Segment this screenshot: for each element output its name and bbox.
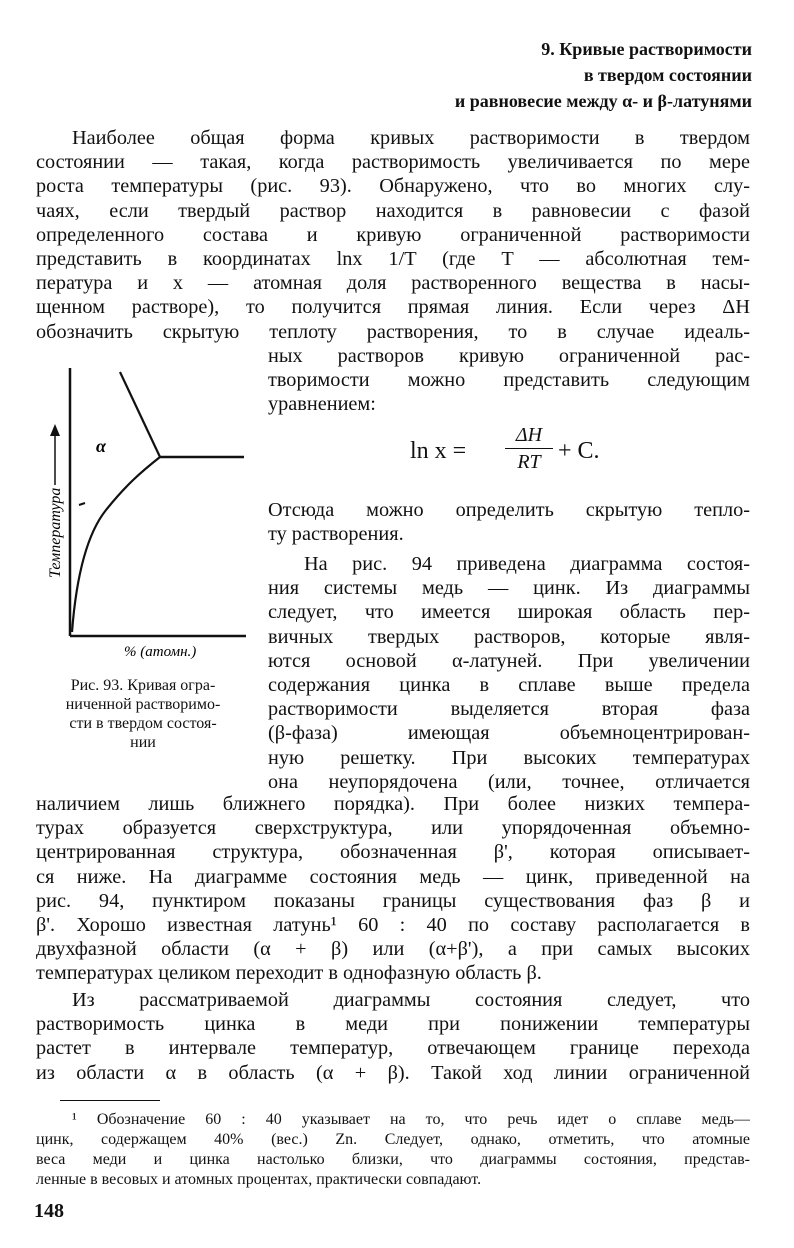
arrow-up-icon bbox=[50, 424, 60, 436]
solubility-curve bbox=[72, 457, 160, 632]
text-line: содержания цинка в сплаве выше предела bbox=[268, 674, 750, 697]
footnote-line: веса меди и цинка настолько близки, что диаграммы состояния, представ- bbox=[36, 1151, 750, 1168]
text-line: центрированная структура, обозначенная β', которая описывает- bbox=[36, 841, 750, 864]
equation-lhs: ln x = bbox=[410, 438, 467, 464]
footnote-line: ленные в весовых и атомных процентах, практически совпадают. bbox=[36, 1171, 482, 1188]
text-line: турах образуется сверхструктура, или упорядоченная объемно- bbox=[36, 817, 750, 840]
text-line: (β-фаза) имеющая объемноцентрирован- bbox=[268, 722, 750, 745]
caption-line: Рис. 93. Кривая огра- bbox=[70, 677, 216, 694]
paragraph-3-continued bbox=[36, 792, 750, 986]
text-line: Из рассматриваемой диаграммы состояния следует, что bbox=[72, 989, 750, 1011]
text-line: щенном растворе), то получится прямая линия. Если через ΔH bbox=[36, 296, 750, 319]
footnote bbox=[36, 1110, 750, 1190]
paragraph-2 bbox=[268, 498, 750, 546]
text-line: наличием лишь ближнего порядка). При более низких темпера- bbox=[36, 793, 750, 815]
text-line: вичных твердых растворов, которые явля- bbox=[268, 625, 750, 648]
paragraph-1-continued bbox=[268, 344, 750, 417]
text-line: роста температуры (рис. 93). Обнаружено, что во многих слу- bbox=[36, 175, 750, 198]
y-axis-label: Температура bbox=[47, 487, 64, 578]
text-line: пература и x — атомная доля растворенного вещества в насы- bbox=[36, 272, 750, 295]
caption-line: нии bbox=[130, 734, 156, 751]
text-line: творимости можно представить следующим bbox=[268, 369, 750, 392]
text-line: β'. Хорошо известная латунь¹ 60 : 40 по составу располагается в bbox=[36, 914, 750, 937]
page-number: 148 bbox=[34, 1200, 64, 1222]
figure-caption bbox=[30, 676, 256, 752]
equation-rhs: + C. bbox=[558, 438, 600, 464]
text-line: из области α в область (α + β). Такой ход линии ограниченной bbox=[36, 1061, 750, 1084]
text-line: двухфазной области (α + β) или (α+β'), а при самых высоких bbox=[36, 938, 750, 961]
text-line: она неупорядочена (или, точнее, отличается bbox=[268, 770, 750, 793]
text-line: определенного состава и кривую ограниченной растворимости bbox=[36, 223, 750, 246]
text-line: температурах целиком переходит в однофазную область β. bbox=[36, 962, 542, 985]
text-line: Наиболее общая форма кривых растворимости в твердом bbox=[72, 127, 750, 149]
text-line: ту растворения. bbox=[268, 523, 404, 546]
footnote-line: цинк, содержащем 40% (вес.) Zn. Следует, однако, отметить, что атомные bbox=[36, 1131, 750, 1148]
text-line: растворимости выделяется вторая фаза bbox=[268, 698, 750, 721]
text-line: чаях, если твердый раствор находится в равновесии с фазой bbox=[36, 199, 750, 222]
heading-line: и равновесие между α- и β-латунями bbox=[454, 91, 752, 111]
equation-denominator: RT bbox=[517, 451, 541, 473]
curve-tick bbox=[79, 503, 85, 505]
text-line: ных растворов кривую ограниченной рас- bbox=[268, 345, 750, 367]
equation-numerator: ΔH bbox=[505, 424, 553, 449]
text-line: растворимость цинка в меди при понижении температуры bbox=[36, 1013, 750, 1036]
footnote-line: ¹ Обозначение 60 : 40 указывает на то, что речь идет о сплаве медь— bbox=[72, 1111, 750, 1128]
heading-line: в твердом состоянии bbox=[583, 65, 752, 85]
heading-line: 9. Кривые растворимости bbox=[541, 39, 752, 59]
paragraph-3 bbox=[268, 552, 750, 794]
paragraph-1 bbox=[36, 126, 750, 344]
text-line: рис. 94, пунктиром показаны границы существования фаз β и bbox=[36, 889, 750, 912]
text-line: представить в координатах lnx 1/T (где T — абсолютная тем- bbox=[36, 248, 750, 271]
text-line: ную решетку. При высоких температурах bbox=[268, 746, 750, 769]
section-heading bbox=[455, 36, 752, 114]
text-line: следует, что имеется широкая область пер- bbox=[268, 601, 750, 624]
text-line: состоянии — такая, когда растворимость увеличивается по мере bbox=[36, 151, 750, 174]
caption-line: сти в твердом состоя- bbox=[69, 715, 217, 732]
text-line: На рис. 94 приведена диаграмма состоя- bbox=[304, 553, 750, 575]
text-line: Отсюда можно определить скрытую тепло- bbox=[268, 499, 750, 521]
text-line: уравнением: bbox=[268, 393, 376, 416]
region-label-alpha: α bbox=[96, 436, 106, 456]
caption-line: ниченной растворимо- bbox=[65, 696, 221, 713]
paragraph-4 bbox=[36, 988, 750, 1085]
solubility-curve-figure bbox=[36, 360, 256, 660]
text-line: растет в интервале температур, отвечающем границе перехода bbox=[36, 1037, 750, 1060]
footnote-divider bbox=[60, 1100, 160, 1101]
text-line: обозначить скрытую теплоту растворения, то в случае идеаль- bbox=[36, 320, 750, 343]
text-line: ся ниже. На диаграмме состояния медь — цинк, приведенной на bbox=[36, 865, 750, 888]
text-line: ния системы медь — цинк. Из диаграммы bbox=[268, 577, 750, 600]
phase-boundary-line bbox=[120, 372, 160, 457]
x-axis-label: % (атомн.) bbox=[124, 644, 197, 660]
equation-fraction bbox=[505, 424, 553, 474]
text-line: ются основой α-латуней. При увеличении bbox=[268, 649, 750, 672]
